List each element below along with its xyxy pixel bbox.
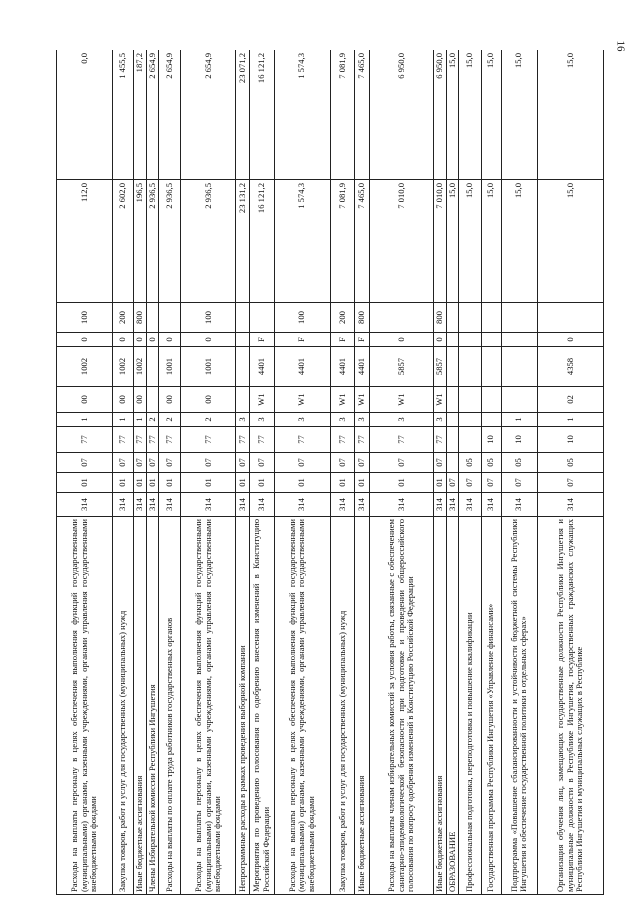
cell-p5: 0 [57,333,113,347]
cell-gr: 314 [236,493,249,517]
cell-rz: 07 [459,473,481,493]
cell-sum-1: 7 081,9 [330,180,355,303]
cell-rz: 01 [249,473,274,493]
row-name: Расходы на выплаты персоналу в целях обеспечения выполнения функций государственными (муниципальными) органами, казенными учреждениями, органами управления государственными внебюджетными фондами [274,517,330,895]
cell-p2: 2 [146,413,158,427]
cell-sum-1: 112,0 [57,180,113,303]
row-name: Иные бюджетные ассигнования [134,517,146,895]
cell-sum-2: 2 654,9 [146,50,158,180]
cell-p4 [146,347,158,387]
row-name: Расходы на выплаты по оплате труда работников государственных органов [159,517,181,895]
cell-p5: 0 [146,333,158,347]
cell-vr [459,303,481,333]
cell-vr [236,303,249,333]
cell-sum-2: 7 465,0 [355,50,370,180]
cell-pr: 07 [113,453,134,473]
cell-pr: 07 [369,453,433,473]
cell-pr: 05 [481,453,501,473]
cell-p4 [459,347,481,387]
cell-p2: 1 [537,413,603,427]
cell-p2: 3 [355,413,370,427]
row-name: Расходы на выплаты членам избирательных комиссий за условия работы, связанные с обеспечением санитарно-эпидемиологической безопасности при подготовке и проведении общероссийского голосования по вопросу одобрения изменений в Конституцию Российской Федерации [369,517,433,895]
cell-vr: 200 [330,303,355,333]
cell-p1: 77 [274,427,330,453]
cell-vr [501,303,537,333]
cell-vr: 800 [355,303,370,333]
cell-p3: W1 [274,387,330,413]
cell-p3: 00 [113,387,134,413]
cell-p4: 5857 [369,347,433,387]
table-row [330,50,355,895]
cell-sum-2: 15,0 [447,50,459,180]
cell-p1: 77 [369,427,433,453]
cell-p2: 3 [369,413,433,427]
cell-pr: 07 [146,453,158,473]
cell-p5: 0 [433,333,446,347]
row-name: Расходы на выплаты персоналу в целях обеспечения выполнения функций государственными (муниципальными) органами, казенными учреждениями, органами управления государственными внебюджетными фондами [57,517,113,895]
cell-pr: 05 [537,453,603,473]
cell-p3 [501,387,537,413]
cell-sum-1: 23 131,2 [236,180,249,303]
cell-sum-1: 2 936,5 [159,180,181,303]
cell-rz: 01 [274,473,330,493]
cell-p4: 1001 [159,347,181,387]
cell-gr: 314 [113,493,134,517]
cell-gr: 314 [330,493,355,517]
cell-pr: 07 [159,453,181,473]
cell-sum-2: 187,2 [134,50,146,180]
cell-pr: 07 [236,453,249,473]
cell-vr: 100 [274,303,330,333]
cell-vr: 200 [113,303,134,333]
cell-p4: 4401 [355,347,370,387]
cell-vr: 800 [134,303,146,333]
cell-p1: 77 [249,427,274,453]
cell-sum-2: 6 950,0 [369,50,433,180]
cell-sum-2: 23 071,2 [236,50,249,180]
table-row [481,50,501,895]
table-row [249,50,274,895]
cell-sum-1: 15,0 [501,180,537,303]
cell-sum-1: 2 602,0 [113,180,134,303]
cell-rz: 07 [537,473,603,493]
cell-rz: 07 [447,473,459,493]
cell-p5: 0 [113,333,134,347]
cell-rz: 01 [159,473,181,493]
cell-sum-2: 2 654,9 [181,50,236,180]
cell-gr: 314 [355,493,370,517]
cell-vr: 100 [181,303,236,333]
cell-sum-1: 15,0 [481,180,501,303]
budget-table [56,50,604,895]
table-row [537,50,603,895]
cell-p5: 0 [181,333,236,347]
cell-gr: 314 [146,493,158,517]
table-row [274,50,330,895]
cell-p1: 77 [113,427,134,453]
cell-p5: 0 [159,333,181,347]
cell-p3: W1 [369,387,433,413]
cell-p2: 1 [501,413,537,427]
table-row [159,50,181,895]
table-row [113,50,134,895]
cell-sum-2: 2 654,9 [159,50,181,180]
cell-p1: 77 [236,427,249,453]
cell-p2: 1 [113,413,134,427]
row-name: Закупка товаров, работ и услуг для государственных (муниципальных) нужд [113,517,134,895]
cell-p2: 1 [57,413,113,427]
cell-p4: 1001 [181,347,236,387]
cell-sum-1: 1 574,3 [274,180,330,303]
cell-p2: 2 [159,413,181,427]
cell-p3: W1 [249,387,274,413]
cell-pr: 07 [330,453,355,473]
cell-vr [159,303,181,333]
cell-rz: 07 [481,473,501,493]
cell-pr: 05 [501,453,537,473]
cell-rz: 01 [113,473,134,493]
cell-p5: 0 [537,333,603,347]
table-row [459,50,481,895]
cell-p1: 77 [134,427,146,453]
cell-p3: 00 [57,387,113,413]
cell-gr: 314 [181,493,236,517]
row-name: ОБРАЗОВАНИЕ [447,517,459,895]
cell-sum-1: 196,5 [134,180,146,303]
cell-vr [146,303,158,333]
cell-p3: 00 [134,387,146,413]
cell-p1: 10 [537,427,603,453]
row-name: Организация обучения лиц, замещающих государственные должности Республики Ингушетия и муниципальные должности в Республике Ингушетия, государственных гражданских служащих Республики Ингушетия и муниципальных служащих в Республике [537,517,603,895]
cell-pr: 07 [274,453,330,473]
cell-p1: 77 [433,427,446,453]
cell-p1: 77 [146,427,158,453]
row-name: Члены Избирательной комиссии Республики Ингушетия [146,517,158,895]
row-name: Иные бюджетные ассигнования [433,517,446,895]
cell-gr: 314 [369,493,433,517]
row-name: Профессиональная подготовка, переподготовка и повышение квалификации [459,517,481,895]
table-row [146,50,158,895]
cell-sum-1: 2 936,5 [181,180,236,303]
rotated-table-container [56,50,604,895]
cell-p4 [481,347,501,387]
cell-sum-2: 15,0 [537,50,603,180]
rotated-page [56,50,604,895]
cell-sum-2: 15,0 [501,50,537,180]
cell-sum-1: 7 010,0 [433,180,446,303]
cell-p3: W1 [355,387,370,413]
cell-p4: 4401 [274,347,330,387]
cell-sum-1: 16 121,2 [249,180,274,303]
cell-p5: F [330,333,355,347]
row-name: Мероприятия по проведению голосования по одобрению внесения изменений в Конституцию Российской Федерации [249,517,274,895]
cell-p4: 1002 [57,347,113,387]
cell-sum-2: 15,0 [459,50,481,180]
cell-pr: 07 [355,453,370,473]
cell-p3: W1 [433,387,446,413]
cell-vr [369,303,433,333]
cell-gr: 314 [501,493,537,517]
cell-pr: 07 [134,453,146,473]
cell-rz: 07 [501,473,537,493]
row-name: Расходы на выплаты персоналу в целях обеспечения выполнения функций государственными (муниципальными) органами, казенными учреждениями, органами управления государственными внебюджетными фондами [181,517,236,895]
cell-p3 [481,387,501,413]
cell-rz: 01 [355,473,370,493]
table-body [57,50,604,895]
cell-rz: 01 [57,473,113,493]
cell-p5: F [249,333,274,347]
cell-p2 [481,413,501,427]
cell-p2: 3 [433,413,446,427]
cell-pr: 07 [249,453,274,473]
cell-p1 [447,427,459,453]
cell-gr: 314 [249,493,274,517]
table-row [355,50,370,895]
cell-vr [537,303,603,333]
row-name: Подпрограмма «Повышение сбалансированности и устойчивости бюджетной системы Республики Ингушетия и обеспечение государственной политики в отдельных сферах» [501,517,537,895]
cell-gr: 314 [274,493,330,517]
cell-gr: 314 [537,493,603,517]
cell-p1: 77 [181,427,236,453]
cell-sum-1: 15,0 [459,180,481,303]
cell-p5 [459,333,481,347]
cell-p1: 77 [57,427,113,453]
row-name: Государственная программа Республики Ингушетия «Управление финансами» [481,517,501,895]
cell-gr: 314 [57,493,113,517]
cell-p5 [501,333,537,347]
cell-p5: F [355,333,370,347]
cell-p3 [236,387,249,413]
cell-p4: 4401 [249,347,274,387]
cell-p5 [481,333,501,347]
cell-p1: 77 [159,427,181,453]
cell-p5: 0 [369,333,433,347]
cell-vr [481,303,501,333]
cell-pr: 05 [459,453,481,473]
cell-p1: 77 [355,427,370,453]
cell-rz: 01 [134,473,146,493]
cell-sum-2: 6 950,0 [433,50,446,180]
cell-p4: 4358 [537,347,603,387]
cell-pr [447,453,459,473]
cell-p2 [447,413,459,427]
table-row [236,50,249,895]
cell-p2: 3 [236,413,249,427]
cell-p1: 10 [481,427,501,453]
cell-rz: 01 [369,473,433,493]
cell-sum-2: 1 455,5 [113,50,134,180]
cell-sum-1: 15,0 [537,180,603,303]
table-row [447,50,459,895]
cell-p3: 00 [181,387,236,413]
cell-gr: 314 [433,493,446,517]
table-row [134,50,146,895]
cell-p3 [459,387,481,413]
cell-p5: 0 [134,333,146,347]
cell-gr: 314 [134,493,146,517]
cell-vr [447,303,459,333]
cell-pr: 07 [57,453,113,473]
cell-sum-2: 1 574,3 [274,50,330,180]
cell-p5: F [274,333,330,347]
table-row [501,50,537,895]
cell-gr: 314 [159,493,181,517]
row-name: Иные бюджетные ассигнования [355,517,370,895]
cell-p1: 10 [501,427,537,453]
cell-sum-1: 15,0 [447,180,459,303]
cell-p2: 3 [249,413,274,427]
cell-sum-2: 7 081,9 [330,50,355,180]
cell-rz: 01 [330,473,355,493]
cell-gr: 314 [459,493,481,517]
cell-p2: 3 [274,413,330,427]
cell-rz: 01 [146,473,158,493]
cell-sum-2: 15,0 [481,50,501,180]
cell-pr: 07 [433,453,446,473]
cell-p2 [459,413,481,427]
cell-sum-2: 0,0 [57,50,113,180]
cell-p2: 3 [330,413,355,427]
cell-sum-1: 2 936,5 [146,180,158,303]
cell-p5 [447,333,459,347]
cell-p4: 1002 [134,347,146,387]
cell-p4 [236,347,249,387]
cell-p3: 02 [537,387,603,413]
cell-vr: 800 [433,303,446,333]
cell-pr: 07 [181,453,236,473]
cell-sum-1: 7 010,0 [369,180,433,303]
cell-p1: 77 [330,427,355,453]
cell-p5 [236,333,249,347]
row-name: Непрограммные расходы в рамках проведения выборной компании [236,517,249,895]
table-row [57,50,113,895]
cell-p4: 5857 [433,347,446,387]
cell-p1 [459,427,481,453]
cell-p3: 00 [159,387,181,413]
cell-sum-1: 7 465,0 [355,180,370,303]
cell-p2: 2 [181,413,236,427]
cell-p4: 1002 [113,347,134,387]
table-row [369,50,433,895]
cell-p3 [447,387,459,413]
cell-p4: 4401 [330,347,355,387]
cell-rz: 01 [236,473,249,493]
cell-p4 [447,347,459,387]
cell-gr: 314 [481,493,501,517]
page-number: 16 [614,40,627,52]
cell-sum-2: 16 121,2 [249,50,274,180]
row-name: Закупка товаров, работ и услуг для государственных (муниципальных) нужд [330,517,355,895]
cell-p3 [146,387,158,413]
table-row [181,50,236,895]
cell-rz: 01 [433,473,446,493]
cell-p4 [501,347,537,387]
cell-vr: 100 [57,303,113,333]
cell-rz: 01 [181,473,236,493]
cell-vr [249,303,274,333]
cell-p2: 1 [134,413,146,427]
cell-p3: W1 [330,387,355,413]
table-row [433,50,446,895]
cell-gr: 314 [447,493,459,517]
